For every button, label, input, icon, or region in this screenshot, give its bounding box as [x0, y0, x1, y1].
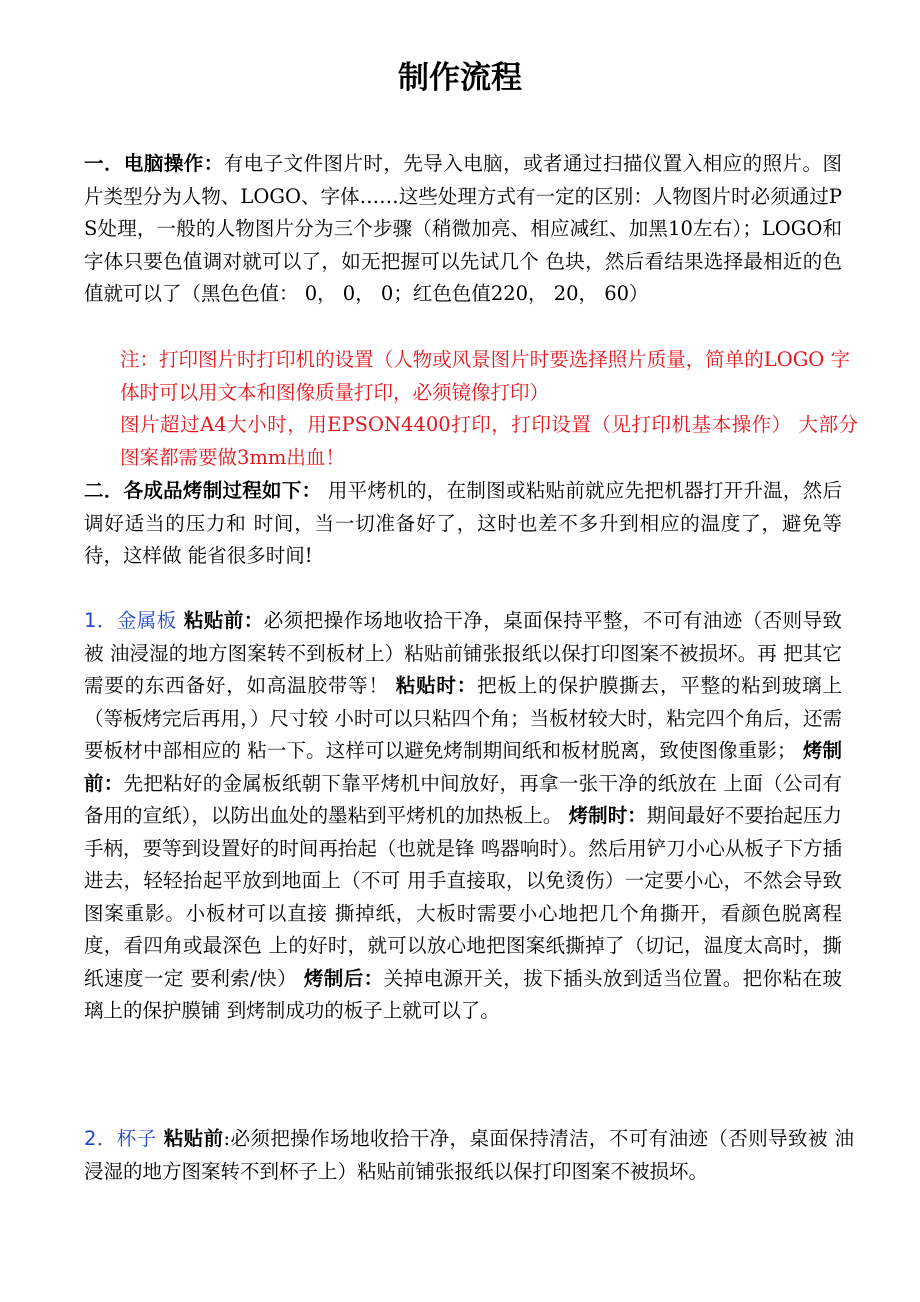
section-computer-operation: [84, 148, 842, 311]
large-print-note: 图片超过A4大小时，用EPSON4400打印，打印设置（见打印机基本操作） 大部分图案都需要做3mm出血！: [120, 413, 858, 469]
section-body: 用平烤机的，在制图或粘贴前就应先把机器打开升温，然后调好适当的压力和 时间，当一切准备好了，这时也差不多升到相应的温度了，避免等待，这样做 能省很多时间!: [84, 479, 842, 567]
step-text: 先把粘好的金属板纸朝下靠平烤机中间放好，再拿一张干净的纸放在 上面（公司有备用的宣纸），以防出血处的墨粘到平烤机的加热板上。: [84, 771, 842, 827]
section-heading: 二．各成品烤制过程如下：: [84, 479, 322, 502]
section-body: 有电子文件图片时，先导入电脑，或者通过扫描仪置入相应的照片。图片类型分为人物、LOGO、字体……这些处理方式有一定的区别：人物图片时必须通过PS处理，一般的人物图片分为三个步骤（稍微加亮、相应减红、加黑10左右）；LOGO和字体只要色值调对就可以了，如无把握可以先试几个 色块，然后看结果选择最相近的色值就可以了（黑色色值： 0， 0， 0；红色色值220， 20， 60）: [84, 152, 842, 305]
step-label: 烤制后：: [303, 966, 384, 990]
step-text: 期间最好不要抬起压力手柄，要等到设置好的时间再抬起（也就是锋 鸣器响时）。然后用铲刀小心从板子下方插进去，轻轻抬起平放到地面上（不可 用手直接取，以免烫伤）一定要小心，不然会导致图案重影。小板材可以直接 撕掉纸，大板时需要小心地把几个角撕开，看颜色脱离程度，看四角或最深色 上的好时，就可以放心地把图案纸撕掉了（切记，温度太高时，撕纸速度一定 要利索/快）: [84, 804, 842, 990]
printer-note: 注：打印图片时打印机的设置（人物或风景图片时要选择照片质量，简单的LOGO 字体时可以用文本和图像质量打印，必须镜像打印）: [120, 348, 850, 404]
step-label: 粘贴前: [156, 1127, 224, 1150]
item-number: 2．杯子: [84, 1127, 157, 1150]
item-metal-plate: [84, 605, 842, 1028]
step-text: :必须把操作场地收拾干净，桌面保持清洁，不可有油迹（否则导致被 油浸湿的地方图案转不到杯子上）粘贴前铺张报纸以保打印图案不被损坏。: [84, 1127, 854, 1183]
step-label: 粘贴前：: [176, 609, 264, 632]
section-baking-process: [84, 475, 842, 573]
step-text: 必须把操作场地收拾干净，桌面保持平整，不可有油迹（否则导致被 油浸湿的地方图案转不到板材上）粘贴前铺张报纸以保打印图案不被损坏。再 把其它需要的东西备好，如高温胶带等！: [84, 609, 842, 697]
step-label: 粘贴时：: [395, 674, 478, 697]
page-title: 制作流程: [398, 60, 522, 96]
step-label: 烤制时：: [568, 804, 647, 827]
section-heading: 一．电脑操作：: [84, 152, 224, 175]
step-text: 关掉电源开关，拔下插头放到适当位置。把你粘在玻璃上的保护膜铺 到烤制成功的板子上就可以了。: [84, 966, 842, 1022]
step-label: 烤制前：: [84, 739, 842, 795]
item-cup: [84, 1123, 854, 1188]
step-text: 把板上的保护膜撕去，平整的粘到玻璃上（等板烤完后再用，）尺寸较 小时可以只粘四个角；当板材较大时，粘完四个角后，还需要板材中部相应的 粘一下。这样可以避免烤制期间纸和板材脱离，致使图像重影；: [84, 674, 842, 762]
item-number: 1．金属板: [84, 609, 177, 632]
